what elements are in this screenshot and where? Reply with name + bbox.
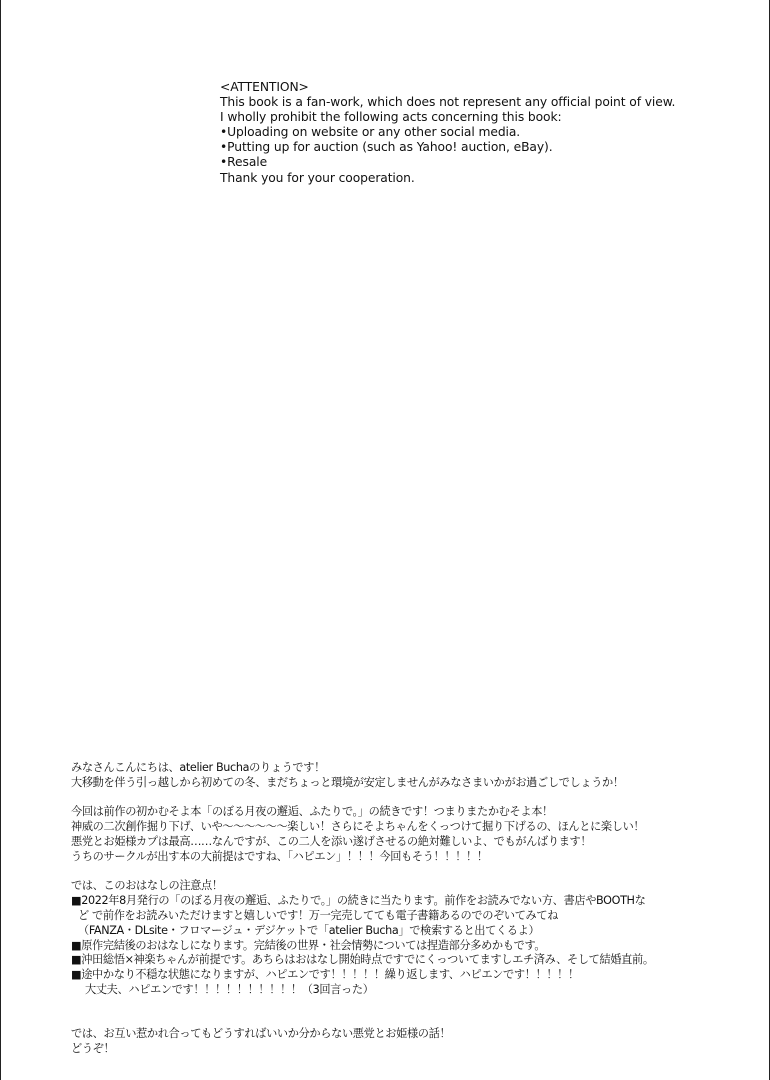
attention-bullet: •Putting up for auction (such as Yahoo! auction, eBay). [220,140,553,155]
attention-notice [220,80,720,186]
afterword [71,761,721,1057]
blank-line [71,865,721,880]
intro-line: うちのサークルが出す本の大前提はですね、「ハピエン」！！！今回もそう！！！！！ [71,849,488,863]
attention-heading: <ATTENTION> [220,80,309,94]
note-line: 大丈夫、ハピエンです！！！！！！！！！！（3回言った） [85,982,374,996]
blank-line [71,1013,721,1028]
blank-line [71,791,721,806]
intro-line: 神威の二次創作掘り下げ、いや〜〜〜〜〜〜楽しい！さらにそよちゃんをくっつけて掘り下げるの、ほんとに楽しい！ [71,820,645,834]
note-line: ■原作完結後のおはなしになります。完結後の世界・社会情勢については捏造部分多めかもです。 [71,938,546,952]
attention-line: I wholly prohibit the following acts concerning this book: [220,110,562,125]
attention-bullet: •Uploading on website or any other social media. [220,125,521,140]
attention-line: This book is a fan-work, which does not represent any official point of view. [220,95,676,110]
notes-heading: では、このおはなしの注意点！ [71,879,223,893]
note-line: ど で前作をお読みいただけますと嬉しいです！万一完売してても電子書籍あるのでのぞいてみてね [78,908,559,922]
moving-line: 大移動を伴う引っ越しから初めての冬、まだちょっと環境が安定しませんがみなさまいかがお過ごしでしょうか！ [71,775,624,789]
note-line: ■沖田総悟×神楽ちゃんが前提です。あちらはおはなし開始時点ですでにくっついてますしエチ済み、そして結婚直前。 [71,953,654,967]
page-border-left [0,0,1,1080]
greeting-line: みなさんこんにちは、atelier Buchaのりょうです！ [71,761,325,774]
note-line: （FANZA・DLsite・フロマージュ・デジケットで「atelier Bucha」で検索すると出てくるよ） [78,923,540,937]
blank-line [71,998,721,1013]
attention-thanks: Thank you for your cooperation. [220,170,415,185]
note-line: ■途中かなり不穏な状態になりますが、ハピエンです！！！！！繰り返します、ハピエンです！！！！！ [71,968,579,982]
intro-line: 今回は前作の初かむそよ本「のぼる月夜の邂逅、ふたりで。」の続きです！つまりまたかむそよ本！ [71,805,553,819]
attention-bullet: •Resale [220,155,268,170]
intro-line: 悪党とお姫様カプは最高……なんですが、この二人を添い遂げさせるの絶対難しいよ、でもがんばります！ [71,834,592,848]
note-line: ■2022年8月発行の「のぼる月夜の邂逅、ふたりで。」の続きに当たります。前作をお読みでない方、書店やBOOTHな [71,894,646,908]
closing-line: では、お互い惹かれ合ってもどうすればいいか分からない悪党とお姫様の話！ [71,1027,451,1041]
closing-line: どうぞ！ [71,1042,115,1056]
